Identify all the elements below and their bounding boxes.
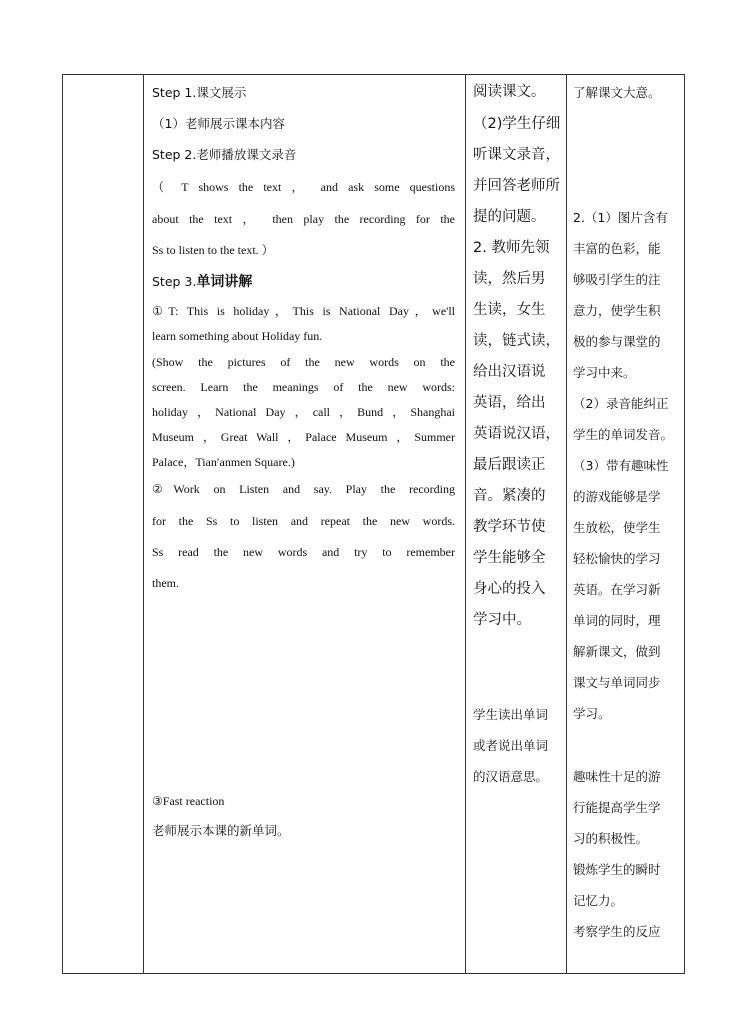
student-line: （2)学生仔细 — [473, 116, 561, 132]
step2-note-line: Ss to listen to the text. ） — [152, 243, 274, 257]
step3-line: Ss read the new words and try to remember — [152, 545, 455, 559]
step3-line: screen. Learn the meanings of the new words: — [152, 380, 455, 394]
intent-line: （2）录音能纠正 — [573, 396, 669, 411]
design-intent-content — [567, 75, 684, 973]
teacher-activity-cell — [144, 75, 466, 974]
intent-line: 习的积极性。 — [573, 831, 649, 846]
student-line: 学习中。 — [473, 612, 531, 628]
step3-line: holiday ，National Day ，call ，Bund ，Shanghai — [152, 405, 455, 419]
student-line: 的汉语意思。 — [473, 769, 549, 784]
step3-heading — [152, 273, 252, 289]
intent-line: 单词的同时，理 — [573, 613, 661, 628]
step2-heading: Step 2.老师播放课文录音 — [152, 147, 297, 162]
intent-line: 丰富的色彩，能 — [573, 241, 661, 256]
intent-line: 学习。 — [573, 706, 611, 721]
step3-line: them. — [152, 576, 179, 590]
intent-line: 轻松愉快的学习 — [573, 551, 661, 566]
intent-line: 解新课文，做到 — [573, 644, 661, 659]
student-line: 读，然后男 — [473, 271, 546, 287]
student-line: 阅读课文。 — [473, 84, 546, 100]
intent-line: 了解课文大意。 — [573, 85, 661, 100]
intent-line: 课文与单词同步 — [573, 675, 661, 690]
student-line: 读，链式读， — [473, 333, 560, 349]
step3-line: (Show the pictures of the new words on the — [152, 355, 455, 369]
step3-title: 单词讲解 — [196, 274, 253, 290]
student-line: 给出汉语说 — [473, 364, 546, 380]
step1-sub: （1）老师展示课本内容 — [152, 116, 285, 131]
student-line: 音。紧凑的 — [473, 488, 546, 504]
student-line: 学生读出单词 — [473, 707, 549, 722]
intent-line: 记忆力。 — [573, 893, 624, 908]
intent-line: 锻炼学生的瞬时 — [573, 862, 661, 877]
design-intent-cell — [567, 75, 685, 974]
teacher-activity-content — [144, 75, 465, 973]
student-line: 2. 教师先领 — [473, 240, 550, 256]
student-line: 身心的投入 — [473, 581, 546, 597]
fast-reaction-heading: ③Fast reaction — [152, 794, 225, 808]
step2-note-line: about the text ， then play the recording for the — [152, 212, 455, 226]
student-line: 学生能够全 — [473, 550, 546, 566]
intent-line: 行能提高学生学 — [573, 800, 661, 815]
fast-reaction-text: 老师展示本课的新单词。 — [152, 823, 290, 838]
student-line: 或者说出单词 — [473, 738, 549, 753]
student-line: 听课文录音， — [473, 147, 560, 163]
intent-line: （3）带有趣味性 — [573, 458, 669, 473]
intent-line: 学生的单词发音。 — [573, 427, 674, 442]
step3-line: Palace，Tian′anmen Square.) — [152, 455, 295, 469]
step2-note-line: （ T shows the text ， and ask some questions — [152, 180, 455, 194]
step3-line: Museum ，Great Wall ，Palace Museum ，Summer — [152, 430, 455, 444]
step3-line: learn something about Holiday fun. — [152, 329, 323, 343]
intent-line: 生放松，使学生 — [573, 520, 661, 535]
student-line: 提的问题。 — [473, 209, 546, 225]
intent-line: 够吸引学生的注 — [573, 272, 661, 287]
intent-line: 考察学生的反应 — [573, 924, 661, 939]
student-line: 英语说汉语， — [473, 426, 560, 442]
intent-line: 学习中来。 — [573, 365, 636, 380]
student-line: 生读，女生 — [473, 302, 546, 318]
student-activity-content — [466, 75, 566, 973]
left-blank-cell — [63, 75, 144, 974]
intent-line: 极的参与课堂的 — [573, 334, 661, 349]
step1-heading: Step 1.课文展示 — [152, 85, 247, 100]
intent-line: 2.（1）图片含有 — [573, 210, 668, 225]
student-line: 英语，给出 — [473, 395, 546, 411]
step3-line: for the Ss to listen and repeat the new words. — [152, 514, 455, 528]
student-line: 教学环节使 — [473, 519, 546, 535]
student-activity-cell — [466, 75, 567, 974]
lesson-plan-table — [62, 74, 685, 974]
intent-line: 意力，使学生积 — [573, 303, 661, 318]
table-row — [63, 75, 685, 974]
step3-line: ①T: This is holiday，This is National Day，we'll — [152, 304, 455, 318]
step3-prefix: Step 3. — [152, 274, 197, 289]
step3-line: ②Work on Listen and say. Play the recording — [152, 482, 455, 496]
intent-line: 的游戏能够是学 — [573, 489, 661, 504]
student-line: 并回答老师所 — [473, 178, 560, 194]
student-line: 最后跟读正 — [473, 457, 546, 473]
intent-line: 趣味性十足的游 — [573, 769, 661, 784]
intent-line: 英语。在学习新 — [573, 582, 661, 597]
